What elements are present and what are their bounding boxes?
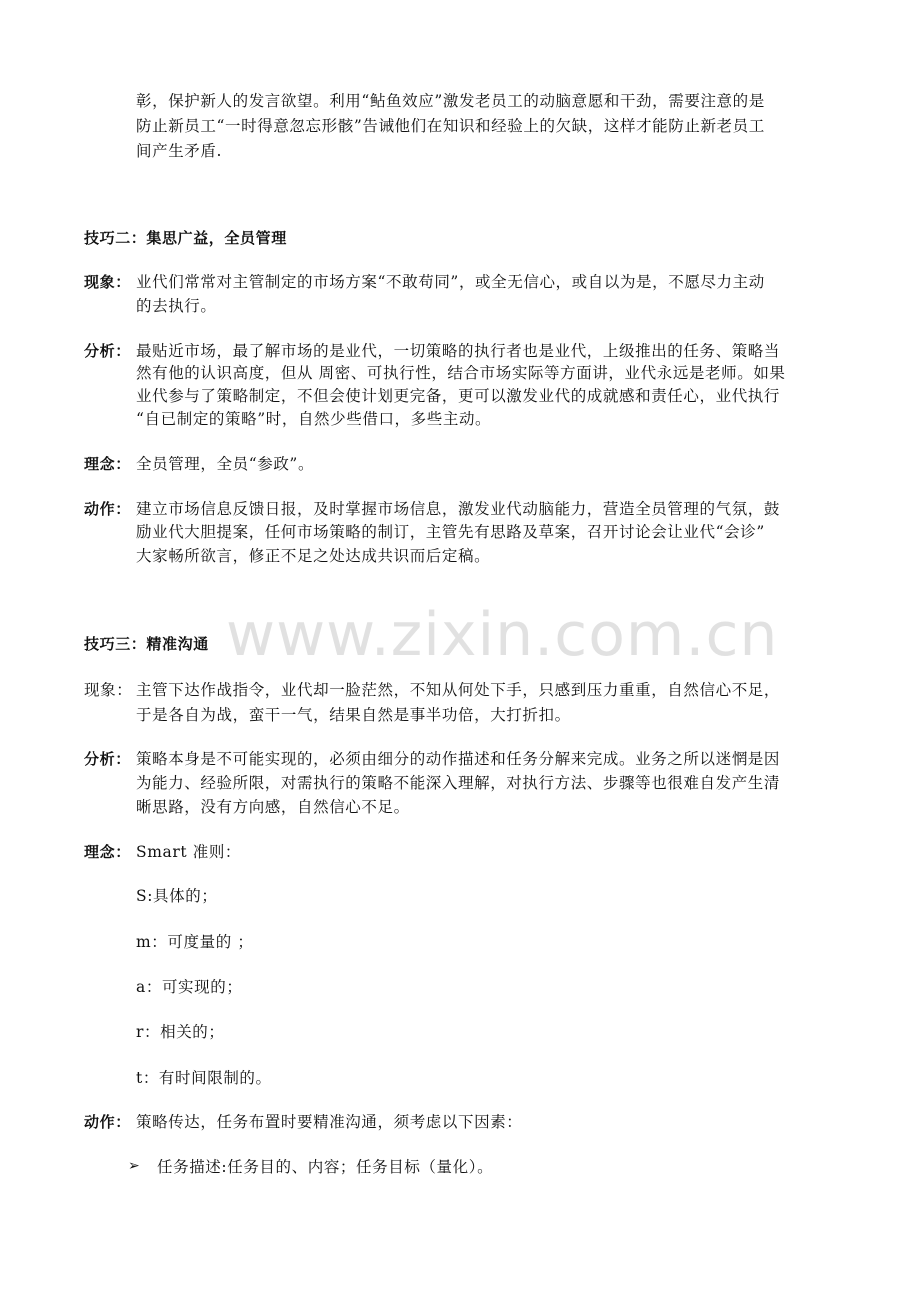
smart-rule-title: Smart 准则：: [136, 843, 242, 861]
paragraph-line: 策略本身是不可能实现的，必须由细分的动作描述和任务分解来完成。业务之所以迷惘是因: [136, 750, 781, 768]
smart-item: m：可度量的 ；: [136, 933, 254, 951]
paragraph-line: 彰，保护新人的发言欲望。利用“鲇鱼效应”激发老员工的动脑意愿和干劲，需要注意的是: [136, 92, 765, 110]
paragraph-line: 晰思路，没有方向感，自然信心不足。: [136, 798, 410, 816]
paragraph-line: 防止新员工“一时得意忽忘形骸”告诫他们在知识和经验上的欠缺，这样才能防止新老员工: [136, 117, 765, 135]
phenomenon-label: 现象：: [84, 273, 131, 291]
paragraph-line: 大家畅所欲言，修正不足之处达成共识而后定稿。: [136, 547, 491, 565]
paragraph-line: 建立市场信息反馈日报，及时掌握市场信息，激发业代动脑能力，营造全员管理的气氛，鼓: [136, 500, 781, 518]
paragraph-line: “自已制定的策略”时，自然少些借口，多些主动。: [136, 410, 492, 428]
paragraph-line: 最贴近市场，最了解市场的是业代，一切策略的执行者也是业代，上级推出的任务、策略当: [136, 342, 781, 360]
smart-item: S:具体的；: [136, 887, 218, 905]
watermark: www.zixin.com.cn: [226, 600, 779, 670]
bullet-item: 任务描述:任务目的、内容；任务目标（量化）。: [157, 1158, 494, 1176]
paragraph-line: 间产生矛盾.: [136, 142, 223, 160]
analysis-label: 分析：: [84, 750, 131, 768]
paragraph-line: 的去执行。: [136, 297, 217, 315]
paragraph-line: 为能力、经验所限，对需执行的策略不能深入理解，对执行方法、步骤等也很难自发产生清: [136, 774, 781, 792]
analysis-label: 分析：: [84, 342, 131, 360]
paragraph-line: 全员管理，全员“参政”。: [136, 455, 315, 473]
paragraph-line: 励业代大胆提案，任何市场策略的制订，主管先有思路及草案，召开讨论会让业代“会诊”: [136, 523, 765, 541]
section-heading: 技巧三：精准沟通: [84, 635, 209, 653]
section-heading: 技巧二：集思广益，全员管理: [84, 229, 287, 247]
phenomenon-label: 现象：: [84, 681, 133, 699]
smart-item: r：相关的；: [136, 1023, 225, 1041]
paragraph-line: 主管下达作战指令，业代却一脸茫然，不知从何处下手，只感到压力重重，自然信心不足，: [136, 681, 781, 699]
paragraph-line: 业代们常常对主管制定的市场方案“不敢苟同”，或全无信心，或自以为是，不愿尽力主动: [136, 273, 765, 291]
action-label: 动作：: [84, 500, 131, 518]
smart-item: a：可实现的；: [136, 978, 243, 996]
action-label: 动作：: [84, 1113, 131, 1131]
concept-label: 理念：: [84, 843, 131, 861]
arrow-bullet-icon: ➢: [128, 1158, 140, 1174]
paragraph-line: 策略传达，任务布置时要精准沟通，须考虑以下因素：: [136, 1113, 523, 1131]
paragraph-line: 然有他的认识高度，但从 周密、可执行性，结合市场实际等方面讲，业代永远是老师。如果: [136, 364, 786, 382]
paragraph-line: 于是各自为战，蛮干一气，结果自然是事半功倍，大打折扣。: [136, 706, 571, 724]
paragraph-line: 业代参与了策略制定，不但会使计划更完备，更可以激发业代的成就感和责任心，业代执行: [136, 387, 781, 405]
concept-label: 理念：: [84, 455, 131, 473]
smart-item: t：有时间限制的。: [136, 1069, 272, 1087]
